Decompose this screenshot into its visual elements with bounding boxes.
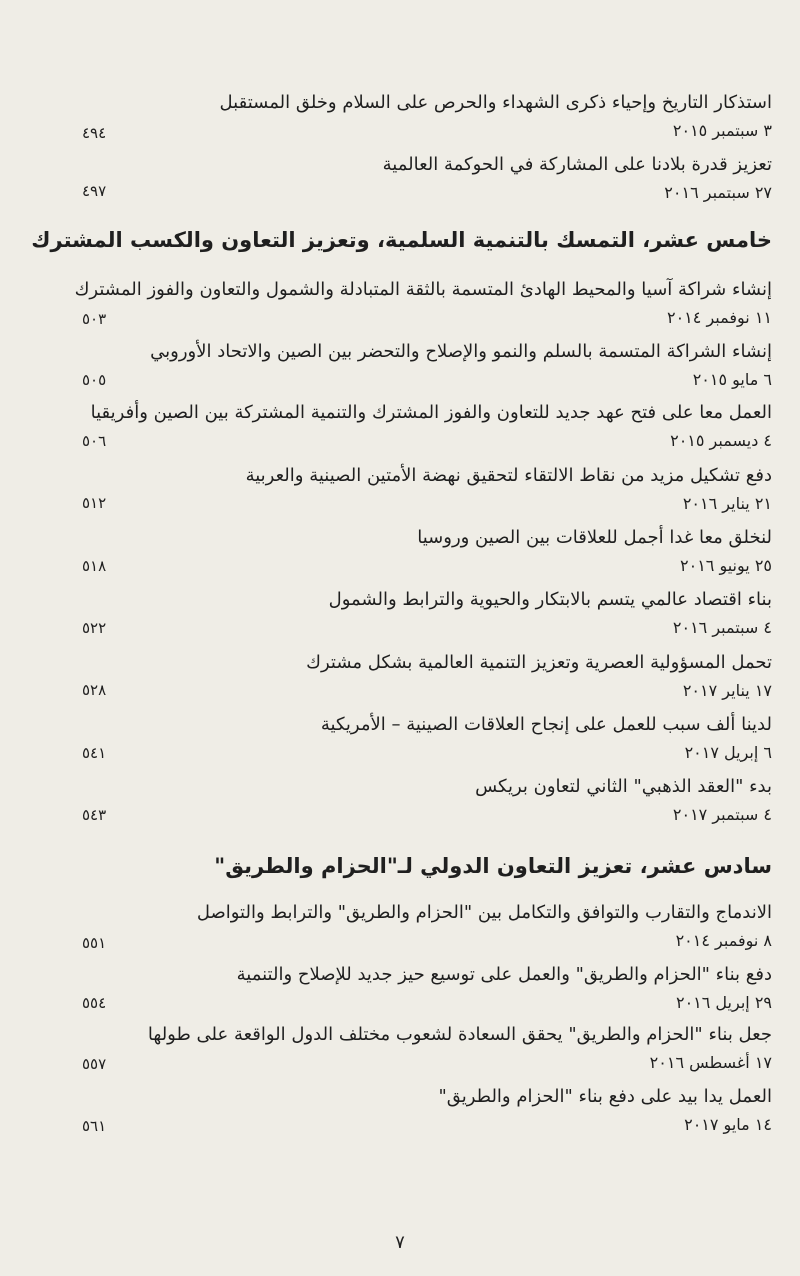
entry-page-number: ٤٩٤ bbox=[82, 124, 107, 142]
entry-title: تحمل المسؤولية العصرية وتعزيز التنمية العالمية بشكل مشترك bbox=[306, 652, 772, 673]
entry-title: لنخلق معا غدا أجمل للعلاقات بين الصين وروسيا bbox=[417, 527, 772, 548]
toc-entry bbox=[72, 710, 772, 766]
entry-title: العمل معا على فتح عهد جديد للتعاون والفوز المشترك والتنمية المشتركة بين الصين وأفريقيا bbox=[90, 402, 772, 423]
section-heading: خامس عشر، التمسك بالتنمية السلمية، وتعزيز التعاون والكسب المشترك bbox=[31, 228, 772, 252]
page-number: ٧ bbox=[395, 1232, 405, 1253]
entry-date: ٦ إبريل ٢٠١٧ bbox=[684, 743, 772, 762]
entry-date: ٢٩ إبريل ٢٠١٦ bbox=[675, 993, 772, 1012]
entry-page-number: ٥١٨ bbox=[82, 557, 107, 575]
entry-date: ٢٥ يونيو ٢٠١٦ bbox=[680, 556, 772, 575]
entry-page-number: ٥١٢ bbox=[82, 494, 107, 512]
entry-page-number: ٥٠٥ bbox=[82, 371, 107, 389]
entry-date: ٣ سبتمبر ٢٠١٥ bbox=[672, 121, 772, 140]
toc-entry bbox=[72, 648, 772, 704]
entry-title: جعل بناء "الحزام والطريق" يحقق السعادة لشعوب مختلف الدول الواقعة على طولها bbox=[147, 1024, 772, 1045]
entry-title: لدينا ألف سبب للعمل على إنجاح العلاقات الصينية – الأمريكية bbox=[320, 714, 772, 735]
entry-date: ٨ نوفمبر ٢٠١٤ bbox=[675, 931, 772, 950]
entry-page-number: ٥٢٢ bbox=[82, 619, 107, 637]
entry-page-number: ٥٠٦ bbox=[82, 432, 107, 450]
entry-page-number: ٤٩٧ bbox=[82, 182, 107, 200]
entry-title: بناء اقتصاد عالمي يتسم بالابتكار والحيوية والترابط والشمول bbox=[328, 589, 772, 610]
toc-entry bbox=[72, 523, 772, 579]
entry-date: ٤ سبتمبر ٢٠١٦ bbox=[672, 618, 772, 637]
entry-date: ١١ نوفمبر ٢٠١٤ bbox=[666, 308, 772, 327]
toc-entry bbox=[72, 772, 772, 828]
entry-title: العمل يدا بيد على دفع بناء "الحزام والطريق" bbox=[438, 1086, 772, 1107]
entry-page-number: ٥٢٨ bbox=[82, 681, 107, 699]
entry-date: ١٧ يناير ٢٠١٧ bbox=[682, 681, 772, 700]
entry-date: ٢١ يناير ٢٠١٦ bbox=[682, 494, 772, 513]
entry-page-number: ٥٤١ bbox=[82, 744, 107, 762]
toc-entry bbox=[72, 275, 772, 331]
entry-page-number: ٥٥١ bbox=[82, 934, 107, 952]
toc-entry bbox=[72, 585, 772, 641]
toc-entry bbox=[72, 150, 772, 206]
toc-entry bbox=[72, 337, 772, 393]
toc-entry bbox=[72, 461, 772, 517]
toc-entry bbox=[72, 960, 772, 1016]
toc-entry bbox=[72, 88, 772, 144]
toc-entry bbox=[72, 1082, 772, 1138]
entry-date: ٢٧ سبتمبر ٢٠١٦ bbox=[664, 183, 772, 202]
entry-page-number: ٥٠٣ bbox=[82, 310, 107, 328]
entry-title: دفع تشكيل مزيد من نقاط الالتقاء لتحقيق نهضة الأمتين الصينية والعربية bbox=[245, 465, 772, 486]
toc-entry bbox=[72, 1020, 772, 1076]
toc-entry bbox=[72, 898, 772, 954]
entry-date: ١٤ مايو ٢٠١٧ bbox=[684, 1115, 772, 1134]
entry-title: دفع بناء "الحزام والطريق" والعمل على توسيع حيز جديد للإصلاح والتنمية bbox=[236, 964, 772, 985]
section-heading: سادس عشر، تعزيز التعاون الدولي لـ"الحزام والطريق" bbox=[214, 854, 772, 878]
entry-title: الاندماج والتقارب والتوافق والتكامل بين "الحزام والطريق" والترابط والتواصل bbox=[196, 902, 772, 923]
entry-title: استذكار التاريخ وإحياء ذكرى الشهداء والحرص على السلام وخلق المستقبل bbox=[219, 92, 772, 113]
entry-title: إنشاء شراكة آسيا والمحيط الهادئ المتسمة بالثقة المتبادلة والشمول والتعاون والفوز المشترك bbox=[74, 279, 772, 300]
entry-page-number: ٥٥٤ bbox=[82, 994, 107, 1012]
entry-date: ٤ ديسمبر ٢٠١٥ bbox=[670, 431, 772, 450]
entry-page-number: ٥٥٧ bbox=[82, 1055, 107, 1073]
entry-date: ٤ سبتمبر ٢٠١٧ bbox=[672, 805, 772, 824]
entry-date: ٦ مايو ٢٠١٥ bbox=[692, 370, 772, 389]
entry-page-number: ٥٦١ bbox=[82, 1117, 107, 1135]
entry-title: بدء "العقد الذهبي" الثاني لتعاون بريكس bbox=[475, 776, 772, 797]
entry-date: ١٧ أغسطس ٢٠١٦ bbox=[649, 1053, 772, 1072]
entry-title: إنشاء الشراكة المتسمة بالسلم والنمو والإصلاح والتحضر بين الصين والاتحاد الأوروبي bbox=[150, 341, 772, 362]
entry-page-number: ٥٤٣ bbox=[82, 806, 107, 824]
entry-title: تعزيز قدرة بلادنا على المشاركة في الحوكمة العالمية bbox=[382, 154, 772, 175]
toc-entry bbox=[72, 398, 772, 454]
